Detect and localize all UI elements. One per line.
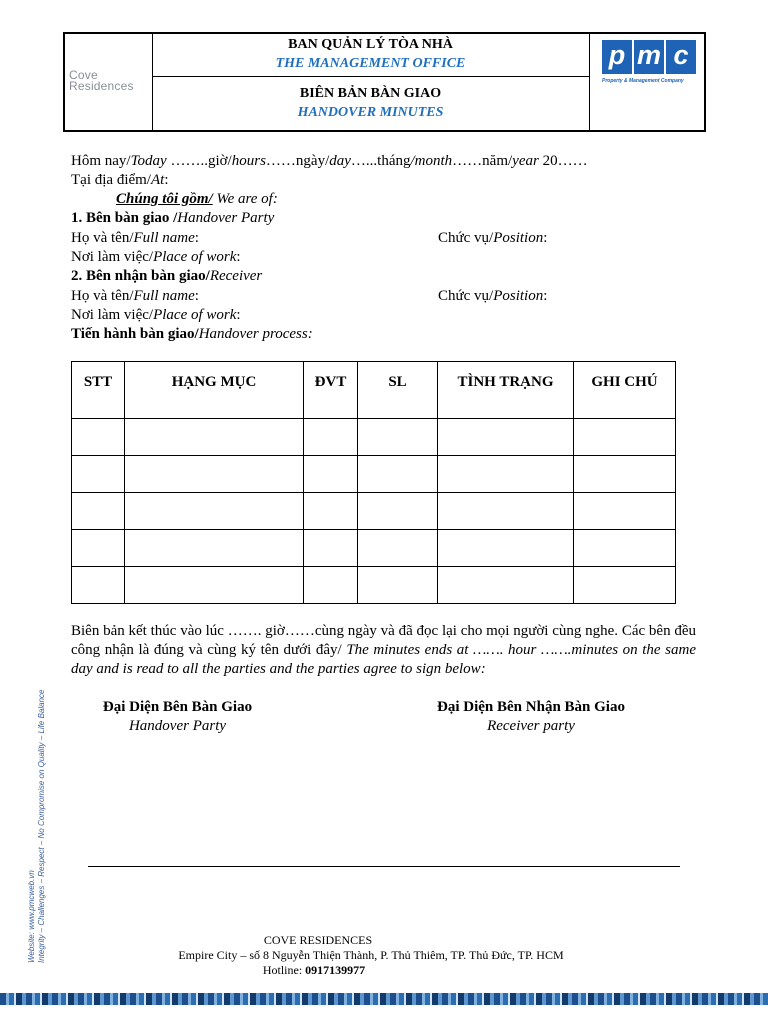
table-row — [72, 567, 676, 604]
cove-logo-cell — [65, 34, 153, 130]
signature-right — [420, 698, 642, 736]
col-hang-muc: HẠNG MỤC — [125, 362, 304, 419]
cove-residences-logo — [69, 70, 134, 92]
header-box — [63, 32, 706, 132]
col-stt: STT — [72, 362, 125, 419]
party2-position: Chức vụ/Position: — [438, 288, 548, 304]
col-sl: SL — [358, 362, 438, 419]
location-line: Tại địa điểm/At: — [71, 172, 169, 188]
logo-word-1: Cove — [69, 68, 98, 82]
closing-paragraph: Biên bản kết thúc vào lúc ……. giờ……cùng ngày và đã đọc lại cho mọi người cùng nghe. Các bên đều công nhận là đúng và cùng ký tên dưới đây/ The minutes ends at ……. hour …….minutes on the same day and is read to all the parties and the parties agree to sign below: — [71, 623, 697, 677]
signature-left-sub: Handover Party — [128, 718, 227, 734]
office-vn: BAN QUẢN LÝ TÒA NHÀ — [288, 37, 453, 52]
table-row — [72, 419, 676, 456]
signature-left — [80, 698, 275, 736]
table-row — [72, 493, 676, 530]
handover-table — [71, 361, 676, 604]
side-website: Website: www.pmcweb.vn — [27, 870, 36, 963]
col-tinh-trang: TÌNH TRẠNG — [438, 362, 574, 419]
office-en: THE MANAGEMENT OFFICE — [275, 56, 466, 71]
footer-address: Empire City – số 8 Nguyễn Thiện Thành, P. Thủ Thiêm, TP. Thủ Đức, TP. HCM — [178, 948, 564, 962]
party1-title: 1. Bên bàn giao /Handover Party — [71, 210, 275, 226]
today-line: Hôm nay/Today ……..giờ/hours……ngày/day…...tháng/month……năm/year 20…… — [71, 153, 588, 169]
doc-title-en: HANDOVER MINUTES — [297, 105, 444, 120]
party1-name: Họ và tên/Full name: — [71, 230, 199, 246]
signature-left-title: Đại Diện Bên Bàn Giao — [102, 699, 253, 715]
table-row — [72, 456, 676, 493]
pmc-logo — [602, 40, 696, 74]
side-vertical-text — [27, 633, 47, 963]
doc-title-vn: BIÊN BẢN BÀN GIAO — [299, 86, 442, 101]
party1-work: Nơi làm việc/Place of work: — [71, 249, 241, 265]
col-ghi-chu: GHI CHÚ — [574, 362, 676, 419]
side-motto: Integrity – Challenges – Respect – No Compromise on Quality – Life Balance — [37, 689, 46, 963]
footer-hotline: Hotline: 0917139977 — [262, 963, 366, 977]
pmc-letter-m: m — [634, 40, 664, 74]
table-header-row — [72, 362, 676, 419]
decorative-bottom-stripe — [0, 993, 768, 1005]
pmc-logo-cell — [590, 34, 704, 130]
footer-divider — [88, 866, 680, 867]
party2-name: Họ và tên/Full name: — [71, 288, 199, 304]
party1-position: Chức vụ/Position: — [438, 230, 548, 246]
signature-right-title: Đại Diện Bên Nhận Bàn Giao — [437, 699, 625, 715]
pmc-letter-p: p — [602, 40, 632, 74]
office-row — [152, 34, 589, 77]
table-row — [72, 530, 676, 567]
doc-title-row — [152, 77, 589, 130]
party2-work: Nơi làm việc/Place of work: — [71, 307, 241, 323]
header-title-cell — [152, 34, 590, 130]
footer-name: COVE RESIDENCES — [263, 933, 373, 947]
logo-word-2: Residences — [69, 79, 134, 93]
col-dvt: ĐVT — [304, 362, 358, 419]
pmc-tagline: Property & Management Company — [602, 78, 684, 84]
process-line: Tiến hành bàn giao/Handover process: — [71, 326, 313, 342]
signature-right-sub: Receiver party — [487, 718, 575, 734]
party2-title: 2. Bên nhận bàn giao/Receiver — [71, 268, 263, 284]
we-are-line: Chúng tôi gồm/ We are of: — [116, 191, 278, 207]
pmc-letter-c: c — [666, 40, 696, 74]
